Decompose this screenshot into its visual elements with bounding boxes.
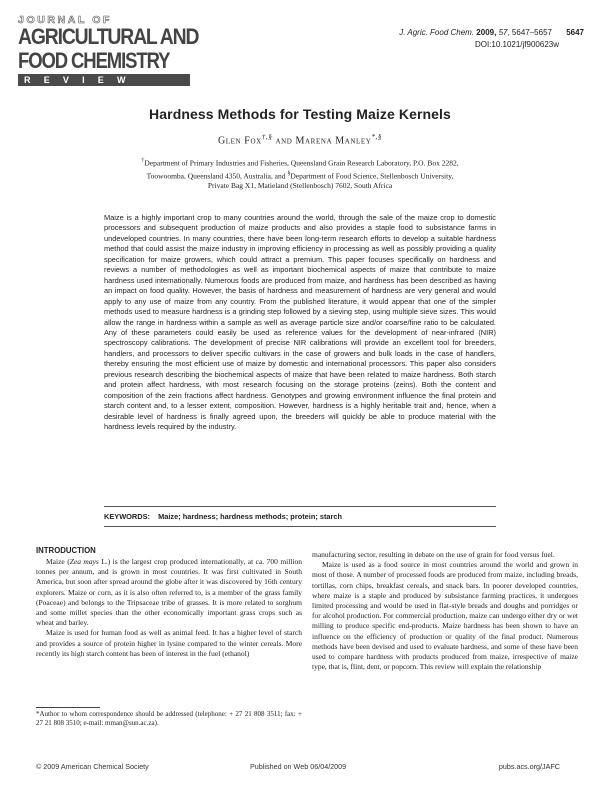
- intro-paragraph-3: Maize is used as a food source in most countries around the world and grown in most of those. A number of processed foods are produced from maize, including breads, tortillas, corn chips, breakfast cereals, and snack bars. In poorer developed countries, where maize is a staple and produced by subsistance farming practices, it undergoes limited processing and would be used in flat-style breads and doughs and porridges or for alcohol production. For commercial production, maize can undergo either dry or wet milling to produce specific end-products. Maize hardness has been shown to have an influence on the efficiency of production or quality of the final product. Numerous methods have been devised and used to evaluate hardness, and some of these have been used to compare hardness with products produced from maize, irrespective of maize type, that is, flint, dent, or popcorn. This review will explain the relationship: [312, 560, 578, 672]
- footer-published-date: Published on Web 06/04/2009: [250, 762, 347, 771]
- logo-line-journal-of: JOURNAL OF: [18, 14, 113, 26]
- affil-line-2b: Department of Food Science, Stellenbosch University,: [290, 171, 454, 180]
- author-1: Glen Fox: [217, 135, 262, 147]
- logo-line-agricultural: AGRICULTURAL AND: [18, 24, 199, 49]
- correspondence-footnote: *Author to whom correspondence should be addressed (telephone: + 27 21 808 3511; fax: + 27 21 808 3510; e-mail: mman@sun.ac.za).: [36, 710, 302, 728]
- author-2: Marena Manley: [295, 135, 372, 147]
- keywords: [104, 512, 496, 521]
- keywords-rule-bottom: [104, 526, 496, 527]
- affiliations: [110, 156, 490, 191]
- body-left-column: [36, 546, 302, 659]
- header-citation: [399, 27, 584, 51]
- keywords-value: Maize; hardness; hardness methods; protein; starch: [158, 512, 343, 521]
- affil-line-2a: Toowoomba, Queensland 4350, Australia, and: [146, 171, 288, 180]
- intro-p1-start: Maize (: [46, 557, 70, 566]
- page-number: 5647: [566, 28, 584, 37]
- intro-paragraph-2: Maize is used for human food as well as animal feed. It has a higher level of starch and provides a source of protein higher in lysine compared to the winter cereals. More recently its high starch content has been of interest in the fuel (ethanol): [36, 628, 302, 658]
- doi-link[interactable]: DOI:10.1021/jf900623w: [474, 40, 559, 49]
- footer-journal-url[interactable]: pubs.acs.org/JAFC: [498, 762, 560, 771]
- footnote-rule: [36, 707, 100, 708]
- intro-paragraph-1: [36, 557, 302, 628]
- logo-line-review: REVIEW: [18, 74, 190, 86]
- keywords-label: KEYWORDS:: [104, 512, 150, 521]
- intro-p1-rest: L.) is the largest crop produced internationally, at ca. 700 million tonnes per annum, and is grown in most countries. It was first cultivated in South America, but soon after spread around the globe after it was discovered by 16th century explorers. Maize or corn, as it is also often referred to, is a member of the grass family (Poaceae) and belongs to the Tripsaceae tribe of grasses. It is more related to sorghum and some millet species than the other economically important grass crops such as wheat and barley.: [36, 557, 302, 628]
- citation-pages: 5647–5657: [511, 28, 552, 37]
- keywords-rule-top: [104, 506, 496, 507]
- article-title: Hardness Methods for Testing Maize Kernels: [149, 106, 451, 122]
- section-heading-introduction: INTRODUCTION: [36, 546, 96, 555]
- affil-line-1: Department of Primary Industries and Fisheries, Queensland Grain Research Laboratory, P.O. Box 2282,: [144, 158, 459, 168]
- species-name: Zea mays: [69, 557, 99, 566]
- author-1-affil-mark: †,§: [261, 133, 273, 141]
- author-2-affil-mark: *,§: [371, 133, 383, 141]
- abstract: Maize is a highly important crop to many countries around the world, through the sale of the maize crop to domestic processors and subsequent production of maize products and also provides a staple food to subsistance farms in undeveloped countries. In many countries, there have been long-term research efforts to develop a suitable hardness method that could assist the maize industry in improving efficiency in processing as well as possibly providing a quality specification for maize growers, which could attract a premium. This paper focuses specifically on hardness and reviews a number of methodologies as well as important biochemical aspects of maize that contribute to maize hardness used internationally. Numerous foods are produced from maize, and hardness has been described as having an impact on food quality. However, the basis of hardness and measurement of hardness are very general and would apply to any use of maize from any country. From the published literature, it would appear that one of the simpler methods used to measure hardness is a grinding step followed by a sieving step, using multiple sieve sizes. This would allow the range in hardness within a sample as well as average particle size and/or coarse/fine ratio to be calculated. Any of these parameters could easily be used as reference values for the development of near-infrared (NIR) spectroscopy calibrations. The development of precise NIR calibrations will provide an excellent tool for breeders, handlers, and processors to deliver specific cultivars in the case of growers and bulk loads in the case of handlers, thereby ensuring the most efficient use of maize by domestic and international processors. This paper also considers previous research describing the biochemical aspects of maize that have been related to maize hardness. Both starch and protein affect hardness, with most research focusing on the storage proteins (zeins). Both the content and composition of the zein fractions affect hardness. Genotypes and growing environment influence the final protein and starch content and, to a lesser extent, composition. However, hardness is a highly heritable trait and, hence, when a desirable level of hardness is finally agreed upon, the breeders will quickly be able to produce material with the hardness levels required by the industry.: [104, 213, 496, 432]
- body-right-column: [312, 550, 578, 672]
- logo-line-food-chemistry: FOOD CHEMISTRY: [18, 48, 170, 73]
- author-line: [0, 133, 600, 146]
- affil-mark-1: †: [141, 158, 145, 164]
- affil-mark-2: §: [287, 170, 291, 177]
- intro-paragraph-2-cont: manufacturing sector, resulting in debate on the use of grain for food versus fuel.: [312, 550, 555, 559]
- citation-journal: J. Agric. Food Chem.: [399, 28, 475, 37]
- citation-year: 2009,: [476, 28, 497, 37]
- citation-volume: 57,: [498, 28, 510, 37]
- affil-line-3: Private Bag X1, Matieland (Stellenbosch) 7602, South Africa: [207, 181, 393, 190]
- footer-copyright: © 2009 American Chemical Society: [36, 762, 149, 771]
- author-conjunction: and: [275, 135, 293, 147]
- journal-logo: [18, 14, 208, 88]
